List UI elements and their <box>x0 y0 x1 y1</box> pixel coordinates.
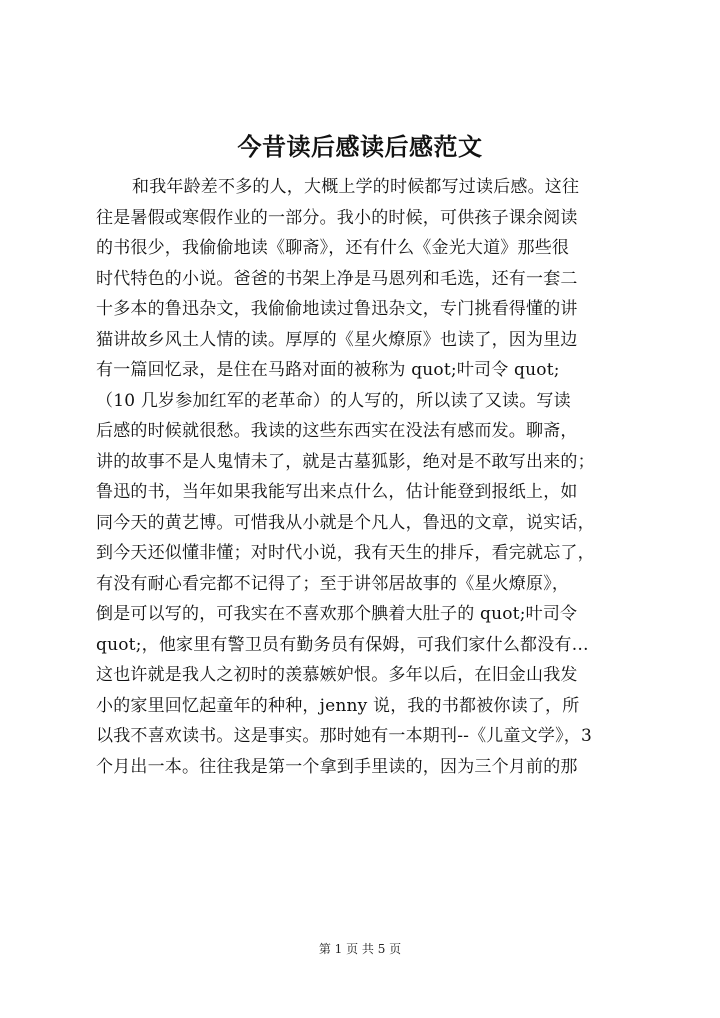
text-line: 同今天的黄艺博。可惜我从小就是个凡人，鲁迅的文章，说实话， <box>96 512 595 533</box>
text-line: 个月出一本。往往我是第一个拿到手里读的，因为三个月前的那 <box>96 756 578 777</box>
page-footer: 第 1 页 共 5 页 <box>318 942 402 956</box>
text-line: 讲的故事不是人鬼情未了，就是古墓狐影，绝对是不敢写出来的； <box>96 451 595 472</box>
text-line: 鲁迅的书，当年如果我能写出来点什么，估计能登到报纸上，如 <box>96 482 578 502</box>
text-line: 有没有耐心看完都不记得了；至于讲邻居故事的《星火燎原》， <box>96 573 570 594</box>
document-title: 今昔读后感读后感范文 <box>237 132 483 161</box>
text-line: 和我年龄差不多的人，大概上学的时候都写过读后感。这往 <box>132 177 580 197</box>
text-line: （10 几岁参加红军的老革命）的人写的，所以读了又读。写读 <box>96 390 571 411</box>
text-line: 后感的时候就很愁。我读的这些东西实在没法有感而发。聊斋， <box>96 421 578 441</box>
text-line: 倒是可以写的，可我实在不喜欢那个腆着大肚子的 quot;叶司令 <box>96 604 578 624</box>
text-line: 小的家里回忆起童年的种种，jenny 说，我的书都被你读了，所 <box>96 695 580 716</box>
text-line: 以我不喜欢读书。这是事实。那时她有一本期刊--《儿童文学》，3 <box>96 726 593 746</box>
text-line: 十多本的鲁迅杂文，我偷偷地读过鲁迅杂文，专门挑看得懂的讲 <box>96 299 578 319</box>
text-line: 往是暑假或寒假作业的一部分。我小的时候，可供孩子课余阅读 <box>96 207 578 228</box>
text-line: 这也许就是我人之初时的羡慕嫉妒恨。多年以后，在旧金山我发 <box>96 665 578 685</box>
document-body <box>96 172 636 782</box>
text-line: 时代特色的小说。爸爸的书架上净是马恩列和毛选，还有一套二 <box>96 268 578 289</box>
text-line: 猫讲故乡风土人情的读。厚厚的《星火燎原》也读了，因为里边 <box>96 329 578 350</box>
text-line: 的书很少，我偷偷地读《聊斋》，还有什么《金光大道》那些很 <box>96 238 570 258</box>
text-line: 有一篇回忆录，是住在马路对面的被称为 quot;叶司令 quot; <box>96 360 560 380</box>
text-line: 到今天还似懂非懂；对时代小说，我有天生的排斥，看完就忘了， <box>96 543 595 563</box>
text-line: quot;，他家里有警卫员有勤务员有保姆，可我们家什么都没有… <box>96 634 589 655</box>
